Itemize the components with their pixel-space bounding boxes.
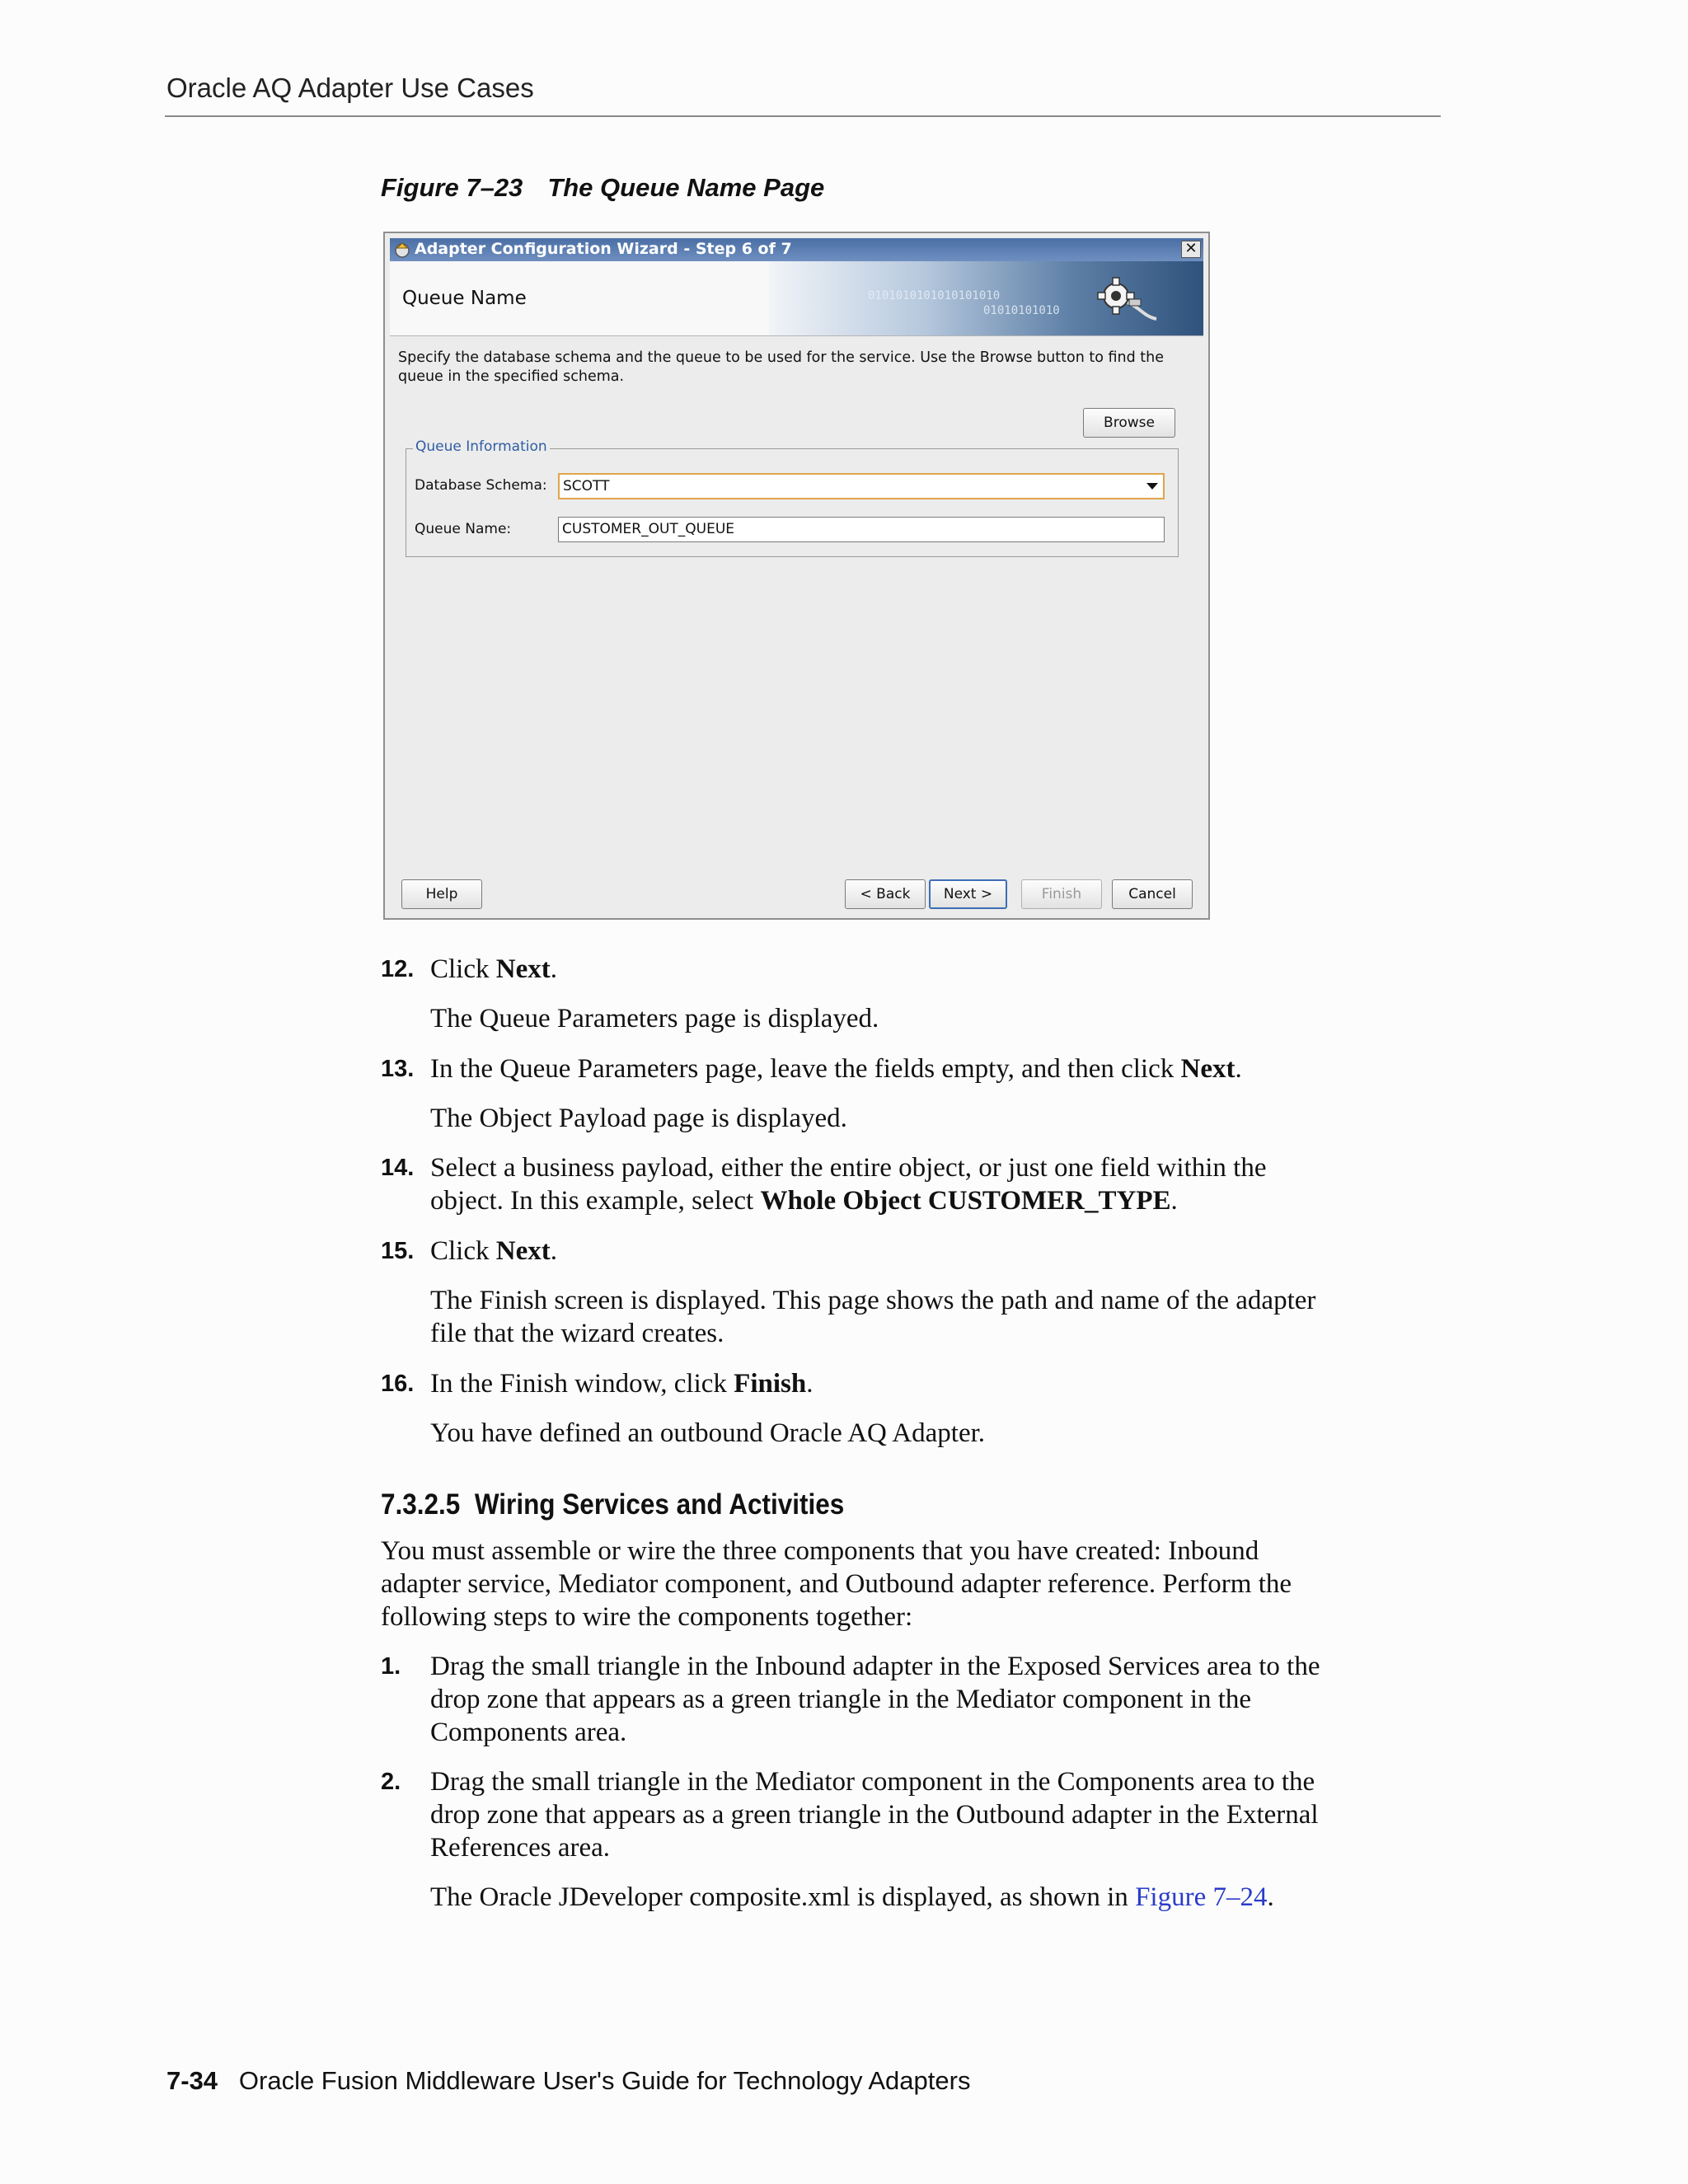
step-number: 1. (381, 1653, 401, 1680)
banner-binary-line-1: 0101010101010101010 (868, 289, 1001, 302)
step-text-line: drop zone that appears as a green triangle in the Mediator component in the (430, 1685, 1252, 1714)
finish-button[interactable] (1021, 879, 1102, 909)
dialog-title: Adapter Configuration Wizard - Step 6 of 7 (415, 240, 792, 258)
step-number: 12. (381, 956, 415, 982)
queue-information-legend: Queue Information (413, 438, 550, 455)
cancel-label: Cancel (1128, 886, 1176, 902)
page-footer (166, 2066, 970, 2096)
step-text-line: drop zone that appears as a green triangle in the Outbound adapter in the External (430, 1800, 1319, 1830)
back-button[interactable] (845, 879, 926, 909)
help-label: Help (425, 886, 458, 902)
database-schema-value: SCOTT (563, 478, 610, 494)
intro-line: adapter service, Mediator component, and Outbound adapter reference. Perform the (381, 1569, 1292, 1599)
step-number: 2. (381, 1769, 401, 1795)
step-note: You have defined an outbound Oracle AQ Adapter. (430, 1418, 986, 1448)
step-text-line: Drag the small triangle in the Mediator component in the Components area to the (430, 1767, 1315, 1797)
banner-title: Queue Name (402, 288, 527, 309)
help-button[interactable] (401, 879, 482, 909)
section-number: 7.3.2.5 (381, 1488, 461, 1521)
step-note-line: file that the wizard creates. (430, 1319, 724, 1348)
section-title: Wiring Services and Activities (474, 1488, 845, 1521)
cancel-button[interactable] (1112, 879, 1193, 909)
step-note: The Queue Parameters page is displayed. (430, 1004, 879, 1033)
next-label: Next > (943, 886, 993, 902)
close-button[interactable] (1181, 241, 1201, 258)
step-number: 13. (381, 1056, 415, 1082)
database-schema-select[interactable] (558, 473, 1165, 499)
close-icon: ✕ (1184, 240, 1198, 257)
step-number: 15. (381, 1238, 415, 1264)
step-text: object. In this example, select Whole Object CUSTOMER_TYPE. (430, 1186, 1178, 1216)
wizard-app-icon (393, 241, 411, 259)
step-number: 14. (381, 1155, 415, 1181)
banner-binary-line-2: 01010101010 (983, 304, 1060, 317)
figure-link[interactable]: Figure 7–24 (1135, 1882, 1268, 1912)
step-text: Click Next. (430, 1236, 557, 1266)
header-rule (165, 115, 1441, 117)
gear-plug-icon (1095, 271, 1160, 326)
adapter-wizard-dialog (383, 232, 1210, 920)
wizard-banner (390, 261, 1203, 336)
intro-line: You must assemble or wire the three components that you have created: Inbound (381, 1536, 1259, 1566)
title-bar (390, 238, 1203, 261)
step-number: 16. (381, 1371, 415, 1397)
step-text: In the Finish window, click Finish. (430, 1369, 814, 1399)
book-title: Oracle Fusion Middleware User's Guide for Technology Adapters (238, 2066, 971, 2095)
next-button[interactable] (929, 879, 1007, 909)
step-note: The Oracle JDeveloper composite.xml is displayed, as shown in Figure 7–24. (430, 1882, 1274, 1912)
running-header: Oracle AQ Adapter Use Cases (166, 73, 534, 103)
step-text-line: References area. (430, 1833, 610, 1863)
banner-graphic (769, 261, 1203, 335)
dropdown-arrow-icon[interactable] (1146, 483, 1158, 490)
step-text-line: Drag the small triangle in the Inbound adapter in the Exposed Services area to the (430, 1652, 1320, 1681)
browse-button[interactable] (1083, 408, 1175, 438)
figure-title: The Queue Name Page (547, 173, 825, 202)
intro-line: following steps to wire the components together: (381, 1602, 913, 1632)
step-note: The Object Payload page is displayed. (430, 1104, 847, 1133)
finish-label: Finish (1041, 886, 1082, 902)
database-schema-label: Database Schema: (415, 477, 547, 494)
figure-label: Figure 7–23 (381, 173, 523, 202)
queue-name-input[interactable] (558, 517, 1165, 542)
step-text-line: Select a business payload, either the entire object, or just one field within the (430, 1153, 1267, 1183)
page-number: 7-34 (166, 2066, 218, 2095)
section-heading (381, 1488, 844, 1521)
queue-name-value: CUSTOMER_OUT_QUEUE (562, 521, 735, 537)
step-text: Click Next. (430, 954, 557, 984)
step-text-line: Components area. (430, 1718, 627, 1747)
figure-caption (381, 173, 824, 203)
queue-name-label: Queue Name: (415, 521, 512, 537)
back-label: < Back (860, 886, 911, 902)
browse-label: Browse (1104, 415, 1155, 431)
instructions-text: Specify the database schema and the queue to be used for the service. Use the Browse button to find the queue in the specified schema. (398, 349, 1164, 385)
step-note-line: The Finish screen is displayed. This page shows the path and name of the adapter (430, 1286, 1316, 1315)
step-text: In the Queue Parameters page, leave the fields empty, and then click Next. (430, 1054, 1242, 1084)
